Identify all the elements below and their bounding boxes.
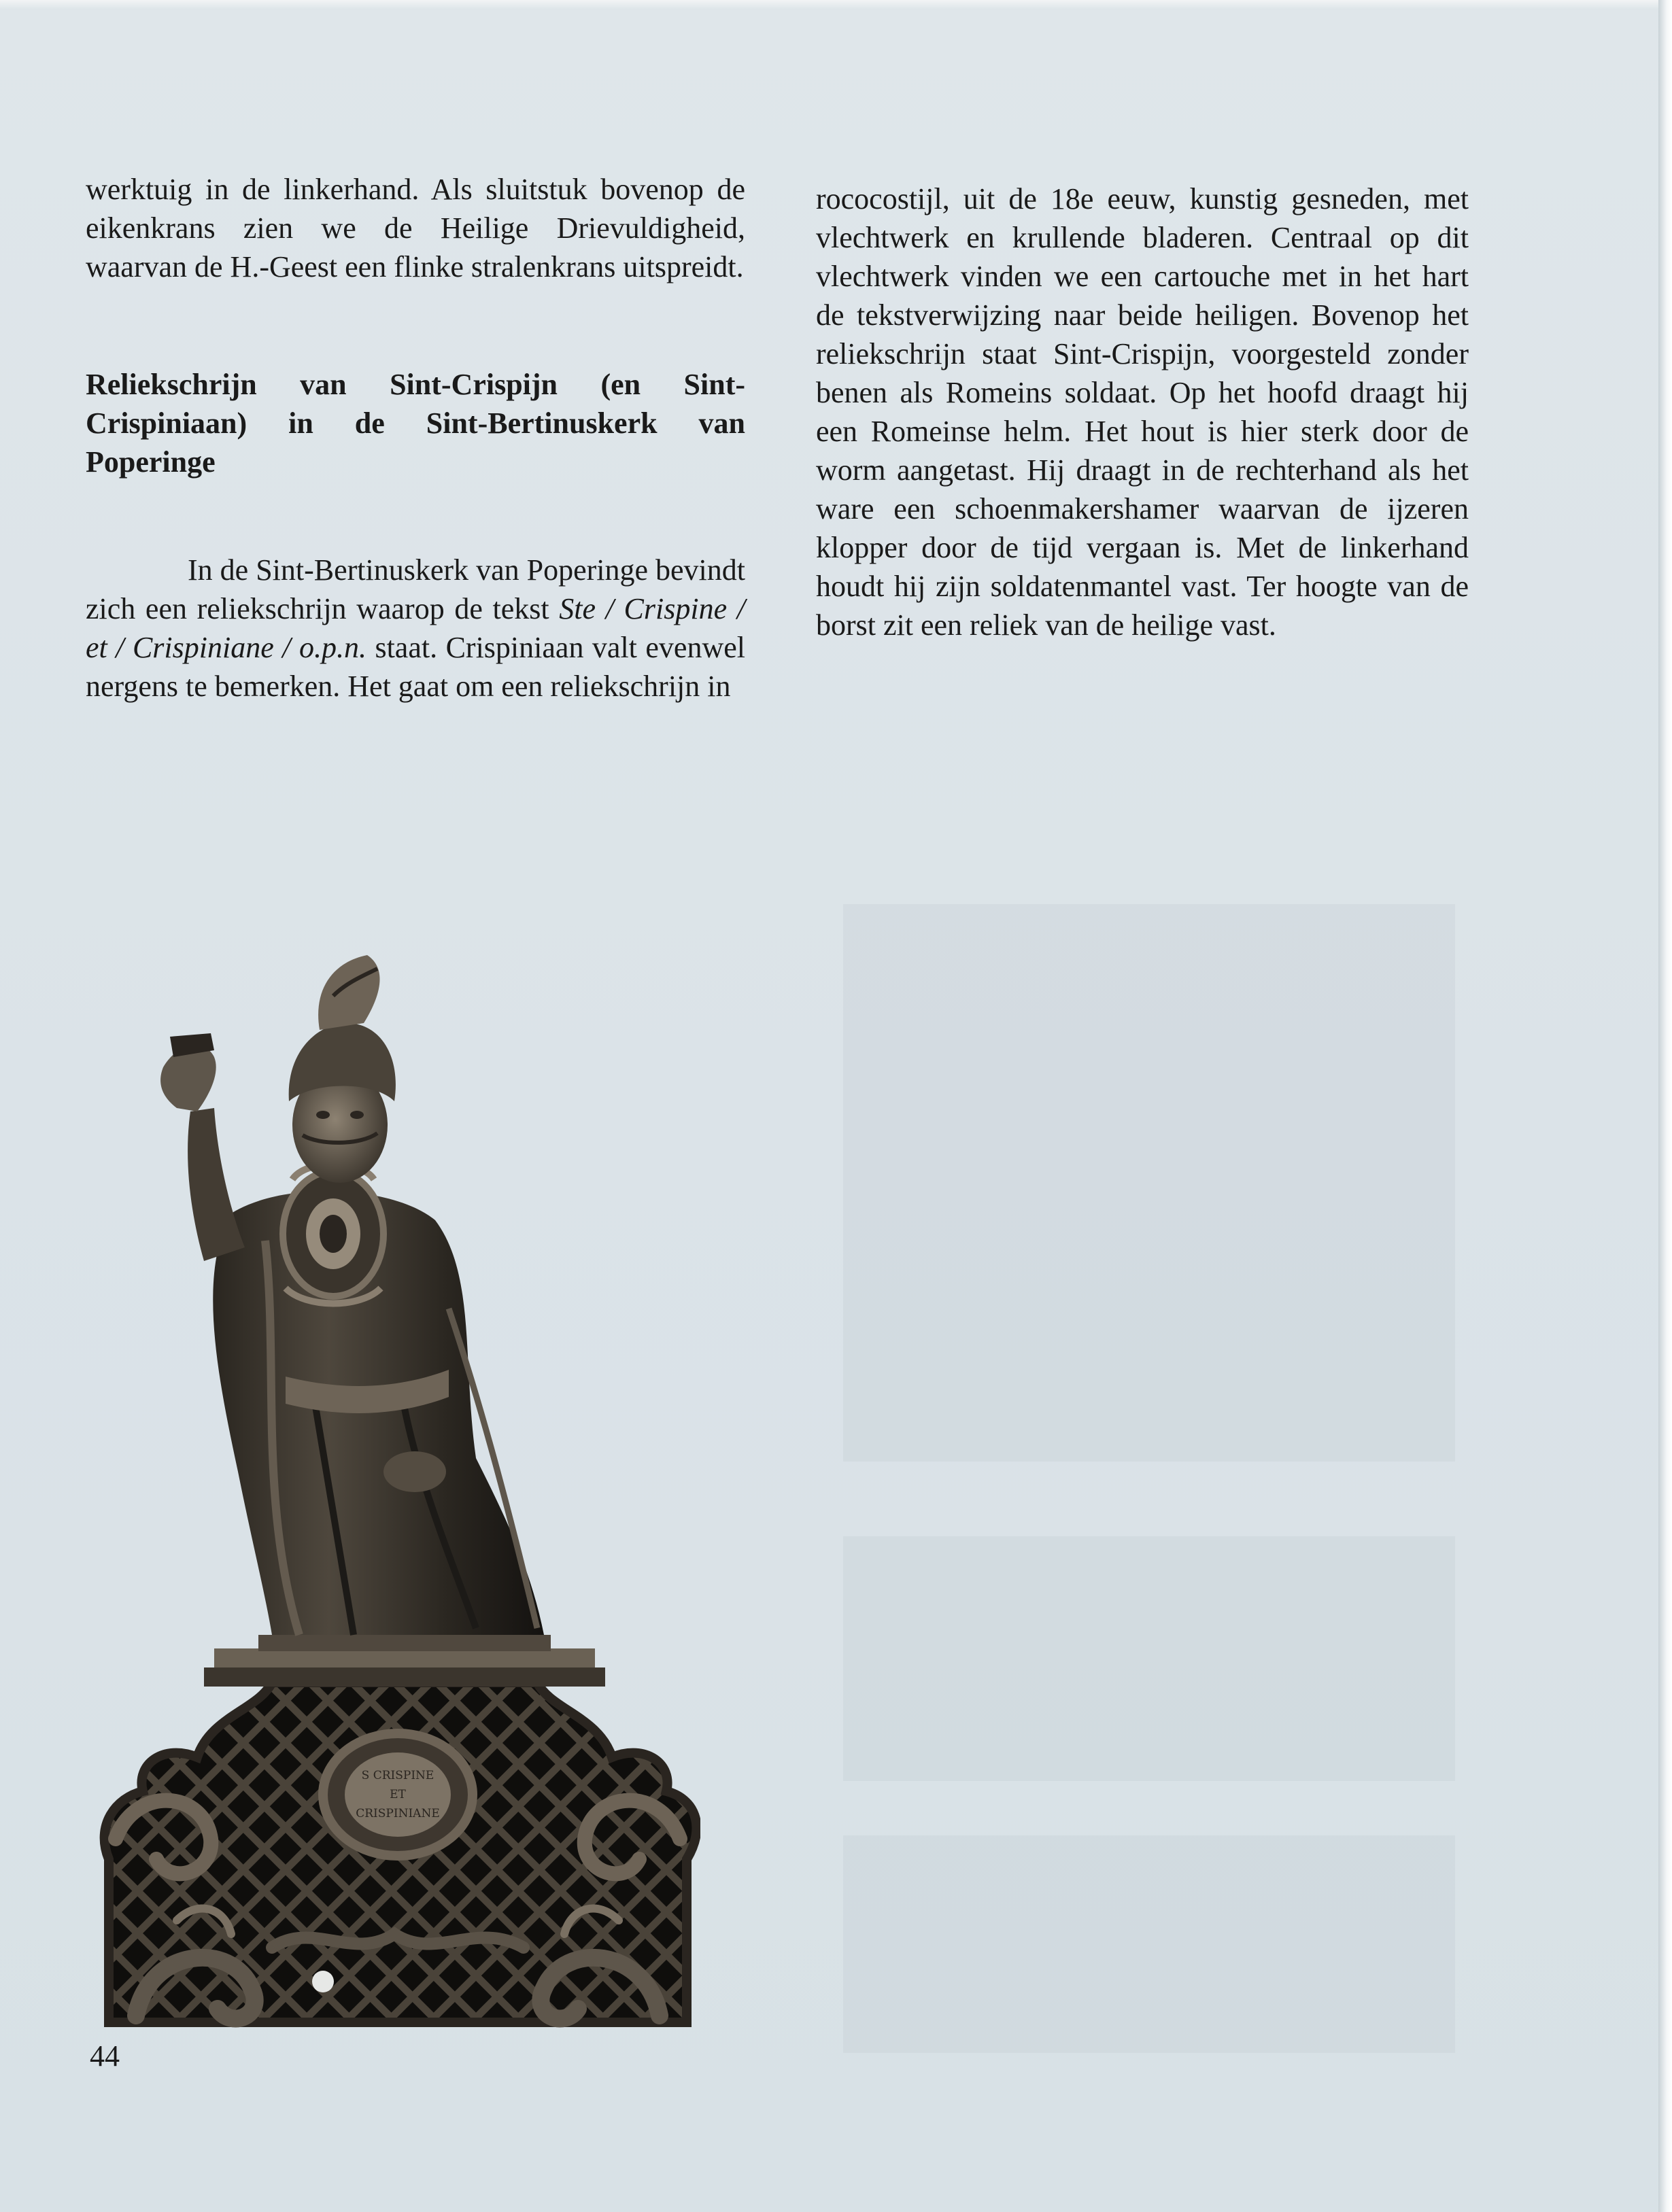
pedestal-base: [105, 1682, 697, 2022]
page-top-edge: [0, 0, 1672, 10]
svg-text:CRISPINIANE: CRISPINIANE: [356, 1807, 440, 1820]
svg-text:S CRISPINE: S CRISPINE: [361, 1769, 434, 1782]
page-right-edge: [1658, 0, 1672, 2212]
svg-text:ET: ET: [390, 1788, 406, 1801]
bleed-through-block: [843, 904, 1455, 1462]
body-text-start: In de Sint-Bertinuskerk van Poperinge bevindt zich een reliekschrijn waarop de tekst: [86, 553, 745, 625]
pedestal-slab: [204, 1635, 605, 1687]
intro-paragraph: werktuig in de linkerhand. Als sluitstuk bovenop de eikenkrans zien we de Heilige Drievuldigheid, waarvan de H.-Geest een flinke stralenkrans uitspreidt.: [86, 173, 745, 283]
body-text-end: staat. Crispiniaan valt evenwel nergens te bemerken. Het gaat om een reliekschrijn in: [86, 631, 745, 703]
section-heading: Reliekschrijn van Sint-Crispijn (en Sint-Crispiniaan) in de Sint-Bertinuskerk van Poperinge: [86, 368, 745, 479]
inscription-text: Ste / Crispine / et / Crispiniane / o.p.n.: [86, 592, 746, 664]
reliquary-photo: [95, 955, 700, 2046]
bleed-through-block: [843, 1536, 1455, 1781]
saint-figure: [160, 955, 544, 1635]
right-text-column: [816, 179, 1469, 644]
left-text-column: [86, 170, 745, 706]
continued-paragraph: rococostijl, uit de 18e eeuw, kunstig gesneden, met vlechtwerk en krullende bladeren. Centraal op dit vlechtwerk vinden we een cartouche met in het hart de tekstverwijzing naar beide heiligen. Bovenop het reliekschrijn staat Sint-Crispijn, voorgesteld zonder benen als Romeins soldaat. Op het hoofd draagt hij een Romeinse helm. Het hout is hier sterk door de worm aangetast. Hij draagt in de rechterhand als het ware een schoenmakershamer waarvan de ijzeren klopper door de tijd vergaan is. Met de linkerhand houdt hij zijn soldatenmantel vast. Ter hoogte van de borst zit een reliek van de heilige vast.: [816, 182, 1469, 642]
page-number: 44: [90, 2039, 120, 2073]
bleed-through-block: [843, 1835, 1455, 2053]
body-paragraph: [86, 551, 745, 706]
